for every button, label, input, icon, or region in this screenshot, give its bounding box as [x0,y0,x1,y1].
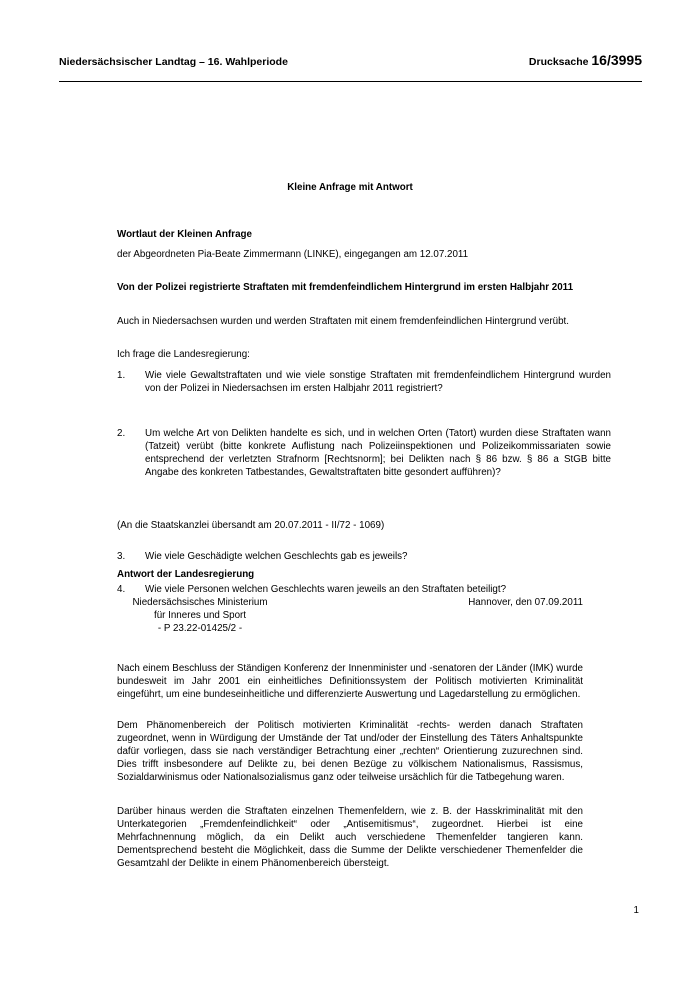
anfrage-ask: Ich frage die Landesregierung: [117,349,250,360]
question-text: Wie viele Personen welchen Geschlechts waren jeweils an den Straftaten beteiligt? [145,584,507,595]
ministry-name: Niedersächsisches Ministerium [132,597,268,608]
question-number: 4. [117,584,126,595]
question-text: Wie viele Geschädigte welchen Geschlechts gab es jeweils? [145,551,408,562]
ministry-reference: - P 23.22-01425/2 - [157,623,243,634]
header-rule [59,81,642,82]
answer-date: Hannover, den 07.09.2011 [468,597,583,608]
header-left-title: Niedersächsischer Landtag – 16. Wahlperiode [59,56,288,68]
question-item [117,583,611,596]
ministry-block [120,596,280,635]
answer-paragraph: Nach einem Beschluss der Ständigen Konferenz der Innenminister und -senatoren der Länder (IMK) wurde bundesweit im Jahr 2001 ein einheitliches Definitionssystem der Politisch motivierten Kriminalität eingeführt, um eine bundeseinheitliche und differenzierte Auswertung und Lagedarstellung zu ermöglichen. [117,663,583,700]
author-line: der Abgeordneten Pia-Beate Zimmermann (LINKE), eingegangen am 12.07.2011 [117,249,469,260]
question-text: Um welche Art von Delikten handelte es sich, und in welchen Orten (Tatort) wurden diese Straftaten wann (Tatzeit) verübt (bitte konkrete Auflistung nach Polizeiinspektionen und Polizeikommissariaten sowie entsprechend der verletzten Strafnorm [Rechtsnorm]; bei Delikten nach § 86 bzw. § 86 a StGB bitte Angabe des konkreten Tatbestandes, Gewaltstraftaten bitte gesondert aufführen)? [145,428,611,478]
question-item [117,427,611,479]
header-drucksache [529,52,642,68]
question-number: 3. [117,551,126,562]
antwort-heading: Antwort der Landesregierung [117,569,255,580]
question-item [117,550,611,563]
answer-paragraph: Darüber hinaus werden die Straftaten einzelnen Themenfeldern, wie z. B. der Hasskriminalität mit den Unterkategorien „Fremdenfeindlichkeit“ oder „Antisemitismus“, zugeordnet. Hierbei ist eine Mehrfachnennung möglich, da ein Delikt auch verschiedene Themenfelder tangieren kann. Dementsprechend besteht die Möglichkeit, dass die Summe der Delikte verschiedener Themenfelder die Gesamtzahl der Delikte in einem Phänomenbereich übersteigt. [117,806,583,869]
document-title: Kleine Anfrage mit Antwort [287,182,413,193]
page-number: 1 [633,905,639,916]
answer-paragraph: Dem Phänomenbereich der Politisch motivierten Kriminalität -rechts- werden danach Straftaten zugeordnet, wenn in Würdigung der Umstände der Tat und/oder der Einstellung des Täters Anhaltspunkte dafür vorliegen, dass sie nach verständiger Betrachtung einer „rechten“ Orientierung zuzurechnen sind. Dies trifft insbesondere auf Delikte zu, bei denen Bezüge zu völkischem Nationalismus, Rassismus, Sozialdarwinismus oder Nationalsozialismus ganz oder teilweise ursächlich für die Tatbegehung waren. [117,720,583,783]
drucksache-number: 16/3995 [591,52,642,68]
ministry-department: für Inneres und Sport [153,610,247,621]
drucksache-label: Drucksache [528,56,589,68]
question-text: Wie viele Gewaltstraftaten und wie viele sonstige Straftaten mit fremdenfeindlichem Hintergrund wurden von der Polizei in Niedersachsen im ersten Halbjahr 2011 registriert? [145,370,611,394]
anfrage-intro: Auch in Niedersachsen wurden und werden Straftaten mit einem fremdenfeindlichen Hintergrund verübt. [117,316,569,327]
anfrage-heading: Wortlaut der Kleinen Anfrage [117,229,252,240]
anfrage-subject: Von der Polizei registrierte Straftaten mit fremdenfeindlichem Hintergrund im ersten Halbjahr 2011 [117,282,574,293]
transmitted-note: (An die Staatskanzlei übersandt am 20.07.2011 - II/72 - 1069) [117,520,385,531]
question-number: 1. [117,370,126,381]
question-number: 2. [117,428,126,439]
question-item [117,369,611,395]
